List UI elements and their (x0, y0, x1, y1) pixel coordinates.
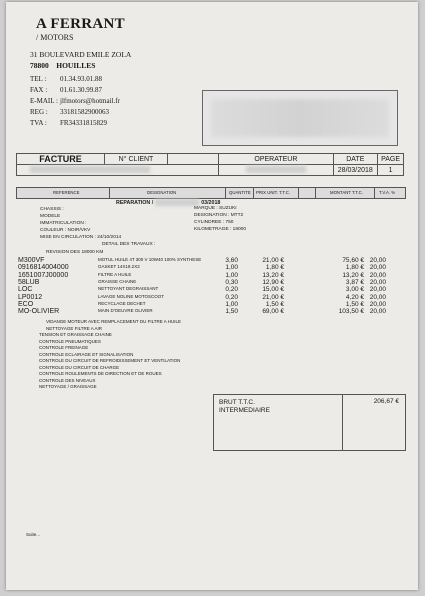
line-tva: 20,00 (369, 300, 386, 308)
line-description: GRAISSE CHAINE (98, 278, 137, 284)
line-tva: 20,00 (369, 271, 386, 279)
customer-address-redacted (202, 90, 398, 146)
line-total: 1,80 € (345, 264, 364, 272)
brut-label: BRUT T.T.C. (219, 399, 255, 406)
list-item: VIDANGE MOTEUR AVEC REMPLACEMENT DU FILTRE A HUILE (46, 319, 182, 324)
col-quantite: QUANTITE (229, 190, 251, 195)
invoice-paper (6, 2, 418, 590)
line-total: 103,50 € (338, 308, 364, 316)
line-reference: LOC (18, 286, 33, 294)
totals-box (213, 394, 406, 451)
line-quantity: 0,30 (225, 278, 238, 286)
line-quantity: 1,50 (225, 308, 238, 316)
operateur-label: OPERATEUR (219, 154, 333, 165)
line-tva: 20,00 (369, 257, 386, 264)
line-tva: 20,00 (369, 286, 386, 294)
line-unit-price: 15,00 € (262, 286, 284, 294)
contact-email: E-MAIL : jlfmotors@hotmail.fr (30, 97, 120, 105)
line-unit-price: 13,20 € (262, 271, 284, 279)
brut-value: 206,67 € (373, 398, 399, 405)
intermediaire-label: INTERMEDIAIRE (219, 407, 270, 414)
line-unit-price: 21,00 € (262, 293, 284, 301)
line-tva: 20,00 (369, 308, 386, 316)
col-prix: PRIX UNIT. T.T.C. (256, 190, 291, 195)
operateur-redacted (219, 165, 333, 176)
line-description: FILTRE A HUILE (98, 271, 132, 277)
line-unit-price: 21,00 € (262, 257, 284, 264)
contact-tel: TEL : 01.34.93.01.88 (30, 75, 102, 83)
line-unit-price: 1,50 € (265, 300, 284, 308)
line-description: MAIN D'OEUVRE OLIVIER (98, 308, 153, 314)
repair-chassis: CHASSIS : (40, 207, 64, 212)
col-reference: REFERENCE (53, 190, 80, 195)
list-item: CONTROLE DES NIVEAUX (39, 377, 96, 383)
company-sub: / MOTORS (36, 33, 74, 42)
list-item: CONTROLE ROULEMENTS DE DIRECTION ET DE ROUES (39, 371, 162, 376)
repair-circulation: MISE EN CIRCULATION : 24/10/2014 (40, 235, 122, 240)
contact-reg: REG : 331815829​00063 (30, 108, 109, 116)
company-postcode: 78800 (30, 61, 49, 70)
list-item: CONTROLE ECLAIRAGE ET SIGNALISATION (39, 351, 134, 357)
line-total: 1,50 € (345, 300, 364, 308)
line-tva: 20,00 (369, 293, 386, 301)
company-city-line (30, 61, 95, 70)
line-description: MOTUL HUILE 4T 300 V 10W40 100% SYNTHESE (98, 257, 202, 262)
date-label: DATE (333, 154, 378, 165)
repair-marque: MARQUE : SUZUKI (194, 206, 237, 211)
line-tva: 20,00 (369, 278, 386, 286)
page-label: PAGE (378, 154, 404, 165)
line-reference: 58LUB (18, 278, 40, 286)
contact-tva: TVA : FR34331815829 (30, 119, 108, 127)
line-quantity: 1,00 (225, 264, 238, 272)
line-reference: 0916814004000 (18, 264, 69, 272)
company-name: A FERRANT (36, 16, 125, 32)
company-city: HOUILLES (56, 61, 96, 70)
footer-suite: Suite... (26, 532, 41, 537)
list-item: NETTOYAGE FILTRE A AIR (46, 325, 103, 331)
line-total: 75,60 € (342, 257, 364, 264)
repair-detail: DETAIL DES TRAVAUX : (102, 242, 156, 247)
list-item: CONTROLE DU CIRCUIT DE REFROIDISSEMENT ET VENTILATION (39, 358, 181, 363)
line-description: NETTOYANT DEGRAISSANT (98, 286, 159, 292)
columns-header (16, 187, 406, 199)
invoice-date: 28/03/2018 (333, 165, 378, 176)
repair-designation: DESIGNATION : MTT2 (194, 213, 244, 218)
line-description: GASKET 14X18.2X2 (98, 264, 140, 270)
col-montant: MONTANT T.T.C. (330, 190, 363, 195)
col-designation: DESIGNATION (147, 190, 177, 195)
list-item: NETTOYAGE / GRAISSAGE (39, 384, 97, 389)
list-item: CONTROLE DU CIRCUIT DE CHARGE (39, 364, 120, 370)
line-description: RECYCLAGE DECHET (98, 300, 146, 306)
client-number-redacted (17, 165, 219, 176)
line-total: 4,20 € (345, 293, 364, 301)
line-tva: 20,00 (369, 264, 386, 272)
list-item: CONTROLE FREINAGE (39, 345, 89, 350)
line-reference: LP0012 (18, 293, 43, 301)
repair-modele: MODELE (40, 214, 61, 219)
repair-cylindree: CYLINDREE : 750 (194, 220, 234, 225)
repair-couleur: COULEUR : NOIR/VKV (40, 228, 91, 233)
line-unit-price: 69,00 € (262, 308, 284, 316)
list-item: CONTROLE PNEUMATIQUES (39, 338, 101, 344)
line-total: 13,20 € (342, 271, 364, 279)
line-quantity: 0,20 (225, 293, 238, 301)
page-number: 1 (378, 165, 404, 176)
list-item: TENSION ET GRAISSAGE CHAINE (39, 332, 112, 337)
line-reference: M300VF (18, 257, 45, 264)
repair-revision: REVISION DES 18000 KM (46, 250, 104, 255)
repair-immat: IMMATRICULATION : (40, 221, 87, 226)
company-address: 31 BOULEVARD EMILE ZOLA (30, 50, 132, 59)
facture-title: FACTURE (17, 154, 105, 165)
n-client-label: N° CLIENT (105, 154, 168, 165)
line-reference: 1651007J00000 (18, 271, 69, 279)
line-quantity: 1,00 (225, 300, 238, 308)
invoice-header-table (16, 153, 404, 176)
line-quantity: 3,60 (225, 257, 238, 264)
line-quantity: 0,20 (225, 286, 238, 294)
line-total: 3,87 € (345, 278, 364, 286)
line-unit-price: 1,80 € (265, 264, 284, 272)
repair-kilometrage: KILOMETRAGE : 18000 (194, 227, 246, 232)
line-quantity: 1,00 (225, 271, 238, 279)
line-reference: ECO (18, 300, 34, 308)
repair-title: REPARATION / 03/2018 (116, 199, 221, 206)
col-tva: T.V.A. % (379, 190, 396, 195)
line-unit-price: 12,90 € (262, 278, 284, 286)
line-description: LAVAGE NOLINE MOTOSCOOT (98, 293, 165, 299)
line-total: 3,00 € (345, 286, 364, 294)
line-reference: MO-OLIVIER (18, 308, 60, 316)
contact-fax: FAX : 01.61.30.99.87 (30, 86, 102, 94)
